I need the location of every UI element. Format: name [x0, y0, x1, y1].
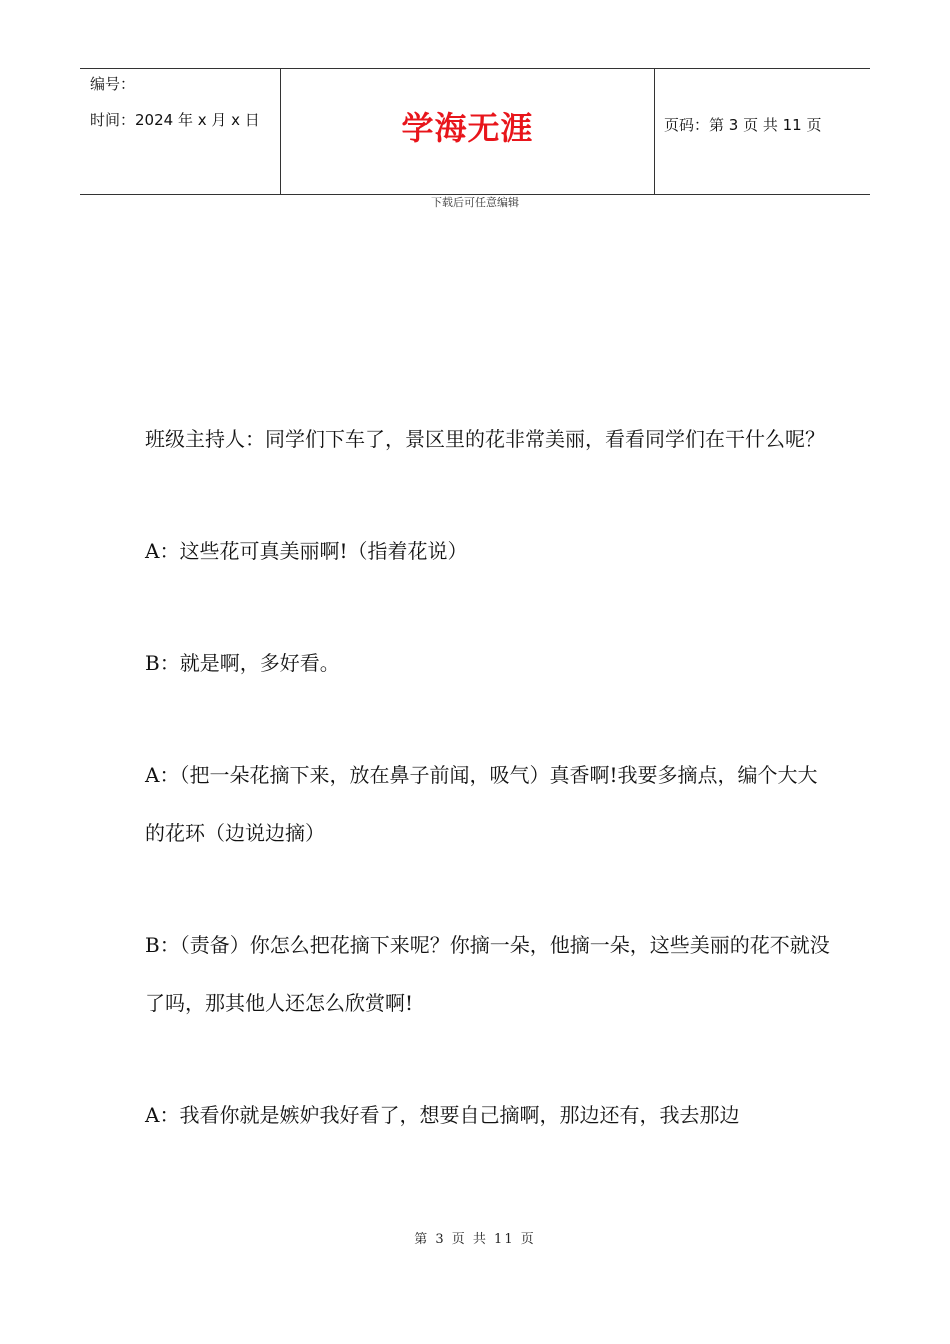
paragraph: 班级主持人：同学们下车了，景区里的花非常美丽，看看同学们在干什么呢？	[145, 427, 825, 451]
paragraph: B：就是啊，多好看。	[145, 651, 340, 675]
document-header	[80, 68, 870, 195]
page-footer: 第 3 页 共 11 页	[414, 1232, 536, 1247]
document-time-label: 时间：2024 年 x 月 x 日	[90, 111, 260, 129]
page-number-label: 页码：第 3 页 共 11 页	[664, 116, 822, 134]
header-brand-cell	[280, 69, 655, 194]
header-info-cell	[80, 69, 280, 194]
paragraph: A：我看你就是嫉妒我好看了，想要自己摘啊，那边还有，我去那边	[145, 1103, 740, 1127]
edit-note: 下载后可任意编辑	[431, 196, 519, 209]
brand-title: 学海无涯	[401, 109, 534, 147]
document-number-label: 编号：	[90, 75, 136, 93]
document-body	[145, 410, 835, 1198]
paragraph: B：（责备）你怎么把花摘下来呢？你摘一朵，他摘一朵，这些美丽的花不就没了吗，那其他人还怎么欣赏啊!	[145, 933, 830, 1015]
paragraph: A：这些花可真美丽啊!（指着花说）	[145, 539, 468, 563]
paragraph: A：（把一朵花摘下来，放在鼻子前闻，吸气）真香啊!我要多摘点，编个大大的花环（边说边摘）	[145, 763, 818, 845]
header-page-cell	[654, 69, 870, 194]
